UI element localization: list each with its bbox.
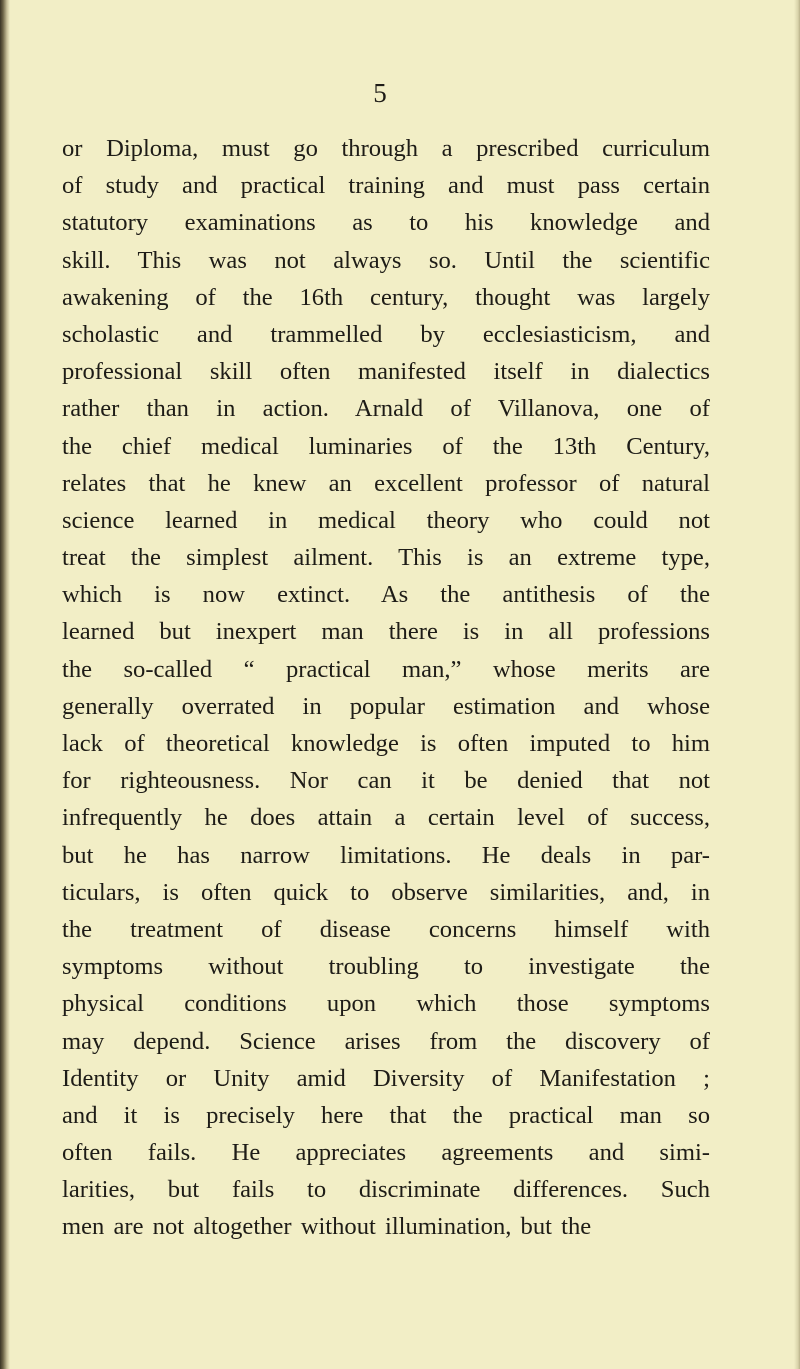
page-number: 5 [373, 78, 387, 108]
text-line: professional skill often manifested itself in dialectics [62, 358, 710, 386]
text-line: often fails. He appreciates agreements and simi- [62, 1139, 710, 1167]
text-line: learned but inexpert man there is in all professions [62, 618, 710, 646]
text-line: rather than in action. Arnald of Villanova, one of [62, 395, 710, 423]
text-line: and it is precisely here that the practical man so [62, 1101, 710, 1129]
text-line: the so-called “ practical man,” whose merits are [62, 655, 710, 683]
text-line: larities, but fails to discriminate differences. Such [62, 1176, 710, 1204]
text-line: lack of theoretical knowledge is often imputed to him [62, 730, 710, 757]
text-line: physical conditions upon which those symptoms [62, 990, 710, 1018]
text-line: infrequently he does attain a certain level of success, [62, 804, 710, 832]
text-line: may depend. Science arises from the discovery of [62, 1027, 710, 1055]
text-line: for righteousness. Nor can it be denied that not [62, 767, 710, 795]
text-line: generally overrated in popular estimation and whose [62, 692, 710, 720]
text-line: relates that he knew an excellent professor of natural [62, 469, 710, 497]
text-line: or Diploma, must go through a prescribed curriculum [62, 135, 710, 162]
body-text [62, 130, 710, 1246]
binding-shadow [0, 0, 10, 1369]
text-line: statutory examinations as to his knowledge and [62, 209, 710, 237]
text-line: scholastic and trammelled by ecclesiasticism, and [62, 320, 710, 348]
text-line: but he has narrow limitations. He deals in par- [62, 841, 710, 869]
text-line: of study and practical training and must pass certain [62, 172, 710, 200]
page-edge [794, 0, 800, 1369]
text-line: awakening of the 16th century, thought was largely [62, 283, 710, 311]
text-line: science learned in medical theory who could not [62, 506, 710, 534]
text-line: men are not altogether without illumination, but the [62, 1213, 592, 1241]
text-line: symptoms without troubling to investigate the [62, 953, 710, 981]
text-line: the chief medical luminaries of the 13th Century, [62, 432, 710, 460]
text-line: treat the simplest ailment. This is an extreme type, [62, 544, 710, 572]
text-line: the treatment of disease concerns himself with [62, 915, 710, 943]
text-line: which is now extinct. As the antithesis of the [62, 581, 710, 609]
text-line: Identity or Unity amid Diversity of Manifestation ; [62, 1064, 710, 1092]
text-line: ticulars, is often quick to observe similarities, and, in [62, 878, 710, 906]
text-line: skill. This was not always so. Until the scientific [62, 246, 710, 274]
